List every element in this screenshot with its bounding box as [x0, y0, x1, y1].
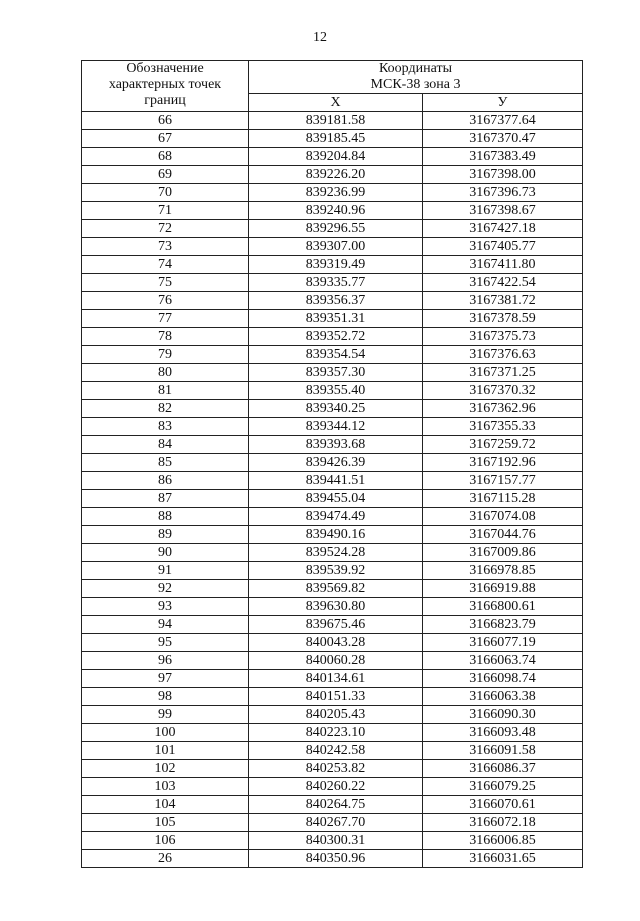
- y-column-header: У: [423, 94, 583, 112]
- point-number-cell: 103: [82, 778, 249, 796]
- point-number-cell: 82: [82, 400, 249, 418]
- x-coordinate-cell: 840223.10: [249, 724, 423, 742]
- point-designation-header: [82, 61, 249, 112]
- y-coordinate-cell: 3166098.74: [423, 670, 583, 688]
- y-coordinate-cell: 3167427.18: [423, 220, 583, 238]
- point-number-cell: 97: [82, 670, 249, 688]
- y-coordinate-cell: 3167383.49: [423, 148, 583, 166]
- x-coordinate-cell: 839474.49: [249, 508, 423, 526]
- point-number-cell: 77: [82, 310, 249, 328]
- y-coordinate-cell: 3167370.47: [423, 130, 583, 148]
- y-coordinate-cell: 3167377.64: [423, 112, 583, 130]
- table-body: [82, 112, 583, 868]
- table-row: [82, 292, 583, 310]
- table-row: [82, 562, 583, 580]
- table-row: [82, 400, 583, 418]
- x-coordinate-cell: 839319.49: [249, 256, 423, 274]
- y-coordinate-cell: 3167371.25: [423, 364, 583, 382]
- point-header-line: характерных точек: [108, 77, 222, 92]
- y-coordinate-cell: 3167381.72: [423, 292, 583, 310]
- table-row: [82, 490, 583, 508]
- y-coordinate-cell: 3166031.65: [423, 850, 583, 868]
- x-coordinate-cell: 840060.28: [249, 652, 423, 670]
- table-row: [82, 652, 583, 670]
- coord-header-line: МСК-38 зона 3: [370, 77, 461, 92]
- y-coordinate-cell: 3166063.38: [423, 688, 583, 706]
- point-number-cell: 78: [82, 328, 249, 346]
- table-row: [82, 814, 583, 832]
- y-coordinate-cell: 3166079.25: [423, 778, 583, 796]
- x-coordinate-cell: 839204.84: [249, 148, 423, 166]
- y-coordinate-cell: 3166072.18: [423, 814, 583, 832]
- y-coordinate-cell: 3166063.74: [423, 652, 583, 670]
- point-number-cell: 74: [82, 256, 249, 274]
- point-number-cell: 94: [82, 616, 249, 634]
- y-coordinate-cell: 3167074.08: [423, 508, 583, 526]
- x-coordinate-cell: 839344.12: [249, 418, 423, 436]
- y-coordinate-cell: 3167405.77: [423, 238, 583, 256]
- y-coordinate-cell: 3167044.76: [423, 526, 583, 544]
- x-coordinate-cell: 840253.82: [249, 760, 423, 778]
- point-number-cell: 69: [82, 166, 249, 184]
- y-coordinate-cell: 3167422.54: [423, 274, 583, 292]
- page-number: 12: [313, 30, 327, 45]
- table-row: [82, 724, 583, 742]
- table-row: [82, 742, 583, 760]
- table-row: [82, 238, 583, 256]
- point-number-cell: 70: [82, 184, 249, 202]
- point-number-cell: 93: [82, 598, 249, 616]
- point-number-cell: 92: [82, 580, 249, 598]
- y-coordinate-cell: 3167009.86: [423, 544, 583, 562]
- table-row: [82, 706, 583, 724]
- table-row: [82, 418, 583, 436]
- x-coordinate-cell: 839441.51: [249, 472, 423, 490]
- y-coordinate-cell: 3166086.37: [423, 760, 583, 778]
- y-coordinate-cell: 3166978.85: [423, 562, 583, 580]
- table-row: [82, 454, 583, 472]
- y-coordinate-cell: 3167411.80: [423, 256, 583, 274]
- point-number-cell: 88: [82, 508, 249, 526]
- x-coordinate-cell: 840205.43: [249, 706, 423, 724]
- y-coordinate-cell: 3167259.72: [423, 436, 583, 454]
- table-row: [82, 472, 583, 490]
- point-number-cell: 84: [82, 436, 249, 454]
- x-coordinate-cell: 840267.70: [249, 814, 423, 832]
- y-coordinate-cell: 3167398.00: [423, 166, 583, 184]
- x-coordinate-cell: 839354.54: [249, 346, 423, 364]
- table-row: [82, 364, 583, 382]
- table-row: [82, 670, 583, 688]
- x-coordinate-cell: 839455.04: [249, 490, 423, 508]
- y-coordinate-cell: 3167376.63: [423, 346, 583, 364]
- table-row: [82, 166, 583, 184]
- x-coordinate-cell: 840350.96: [249, 850, 423, 868]
- table-row: [82, 256, 583, 274]
- point-number-cell: 72: [82, 220, 249, 238]
- table-row: [82, 580, 583, 598]
- table-row: [82, 544, 583, 562]
- y-coordinate-cell: 3166006.85: [423, 832, 583, 850]
- point-number-cell: 98: [82, 688, 249, 706]
- point-number-cell: 66: [82, 112, 249, 130]
- table-row: [82, 688, 583, 706]
- x-coordinate-cell: 839675.46: [249, 616, 423, 634]
- table-row: [82, 346, 583, 364]
- table-row: [82, 796, 583, 814]
- table-row: [82, 436, 583, 454]
- x-coordinate-cell: 839630.80: [249, 598, 423, 616]
- table-row: [82, 274, 583, 292]
- table-row: [82, 184, 583, 202]
- y-coordinate-cell: 3167355.33: [423, 418, 583, 436]
- point-header-line: границ: [144, 93, 186, 108]
- y-coordinate-cell: 3166090.30: [423, 706, 583, 724]
- point-number-cell: 81: [82, 382, 249, 400]
- point-number-cell: 105: [82, 814, 249, 832]
- x-coordinate-cell: 839539.92: [249, 562, 423, 580]
- y-coordinate-cell: 3167398.67: [423, 202, 583, 220]
- x-coordinate-cell: 840043.28: [249, 634, 423, 652]
- point-number-cell: 99: [82, 706, 249, 724]
- y-coordinate-cell: 3167192.96: [423, 454, 583, 472]
- x-coordinate-cell: 839490.16: [249, 526, 423, 544]
- point-number-cell: 26: [82, 850, 249, 868]
- y-coordinate-cell: 3167115.28: [423, 490, 583, 508]
- point-number-cell: 106: [82, 832, 249, 850]
- x-coordinate-cell: 839340.25: [249, 400, 423, 418]
- point-number-cell: 67: [82, 130, 249, 148]
- y-coordinate-cell: 3167362.96: [423, 400, 583, 418]
- table-row: [82, 328, 583, 346]
- table-row: [82, 760, 583, 778]
- table-row: [82, 310, 583, 328]
- y-coordinate-cell: 3166077.19: [423, 634, 583, 652]
- point-number-cell: 68: [82, 148, 249, 166]
- table-row: [82, 778, 583, 796]
- point-number-cell: 96: [82, 652, 249, 670]
- x-coordinate-cell: 840242.58: [249, 742, 423, 760]
- y-coordinate-cell: 3166800.61: [423, 598, 583, 616]
- x-coordinate-cell: 839351.31: [249, 310, 423, 328]
- y-coordinate-cell: 3166091.58: [423, 742, 583, 760]
- point-number-cell: 100: [82, 724, 249, 742]
- point-number-cell: 101: [82, 742, 249, 760]
- table-row: [82, 832, 583, 850]
- point-number-cell: 73: [82, 238, 249, 256]
- table-row: [82, 850, 583, 868]
- x-coordinate-cell: 839524.28: [249, 544, 423, 562]
- y-coordinate-cell: 3166093.48: [423, 724, 583, 742]
- point-number-cell: 80: [82, 364, 249, 382]
- x-coordinate-cell: 840264.75: [249, 796, 423, 814]
- point-number-cell: 83: [82, 418, 249, 436]
- table-row: [82, 616, 583, 634]
- point-number-cell: 71: [82, 202, 249, 220]
- header-row: [82, 61, 583, 94]
- y-coordinate-cell: 3167370.32: [423, 382, 583, 400]
- x-coordinate-cell: 839335.77: [249, 274, 423, 292]
- x-coordinate-cell: 840134.61: [249, 670, 423, 688]
- point-number-cell: 79: [82, 346, 249, 364]
- x-coordinate-cell: 839236.99: [249, 184, 423, 202]
- x-coordinate-cell: 839296.55: [249, 220, 423, 238]
- coord-header-line: Координаты: [379, 61, 452, 76]
- table-row: [82, 148, 583, 166]
- x-coordinate-cell: 839226.20: [249, 166, 423, 184]
- x-coordinate-cell: 839181.58: [249, 112, 423, 130]
- x-coordinate-cell: 840260.22: [249, 778, 423, 796]
- y-coordinate-cell: 3166919.88: [423, 580, 583, 598]
- point-header-line: Обозначение: [126, 61, 204, 76]
- point-number-cell: 89: [82, 526, 249, 544]
- coordinates-header: [249, 61, 583, 94]
- x-coordinate-cell: 839240.96: [249, 202, 423, 220]
- x-coordinate-cell: 839393.68: [249, 436, 423, 454]
- x-coordinate-cell: 839307.00: [249, 238, 423, 256]
- point-number-cell: 91: [82, 562, 249, 580]
- table-row: [82, 382, 583, 400]
- point-number-cell: 75: [82, 274, 249, 292]
- table-row: [82, 508, 583, 526]
- y-coordinate-cell: 3167375.73: [423, 328, 583, 346]
- table-row: [82, 526, 583, 544]
- x-coordinate-cell: 840300.31: [249, 832, 423, 850]
- point-number-cell: 76: [82, 292, 249, 310]
- point-number-cell: 102: [82, 760, 249, 778]
- table-row: [82, 598, 583, 616]
- table-row: [82, 112, 583, 130]
- table-row: [82, 202, 583, 220]
- point-number-cell: 87: [82, 490, 249, 508]
- x-coordinate-cell: 839356.37: [249, 292, 423, 310]
- table-header: [82, 61, 583, 112]
- y-coordinate-cell: 3167378.59: [423, 310, 583, 328]
- table-row: [82, 634, 583, 652]
- x-coordinate-cell: 839185.45: [249, 130, 423, 148]
- x-coordinate-cell: 839426.39: [249, 454, 423, 472]
- y-coordinate-cell: 3166823.79: [423, 616, 583, 634]
- coordinates-table: [81, 60, 583, 868]
- table-row: [82, 220, 583, 238]
- point-number-cell: 90: [82, 544, 249, 562]
- x-coordinate-cell: 839357.30: [249, 364, 423, 382]
- x-coordinate-cell: 840151.33: [249, 688, 423, 706]
- point-number-cell: 86: [82, 472, 249, 490]
- y-coordinate-cell: 3166070.61: [423, 796, 583, 814]
- x-coordinate-cell: 839569.82: [249, 580, 423, 598]
- point-number-cell: 95: [82, 634, 249, 652]
- x-coordinate-cell: 839355.40: [249, 382, 423, 400]
- x-coordinate-cell: 839352.72: [249, 328, 423, 346]
- point-number-cell: 85: [82, 454, 249, 472]
- point-number-cell: 104: [82, 796, 249, 814]
- y-coordinate-cell: 3167157.77: [423, 472, 583, 490]
- y-coordinate-cell: 3167396.73: [423, 184, 583, 202]
- table-row: [82, 130, 583, 148]
- x-column-header: X: [249, 94, 423, 112]
